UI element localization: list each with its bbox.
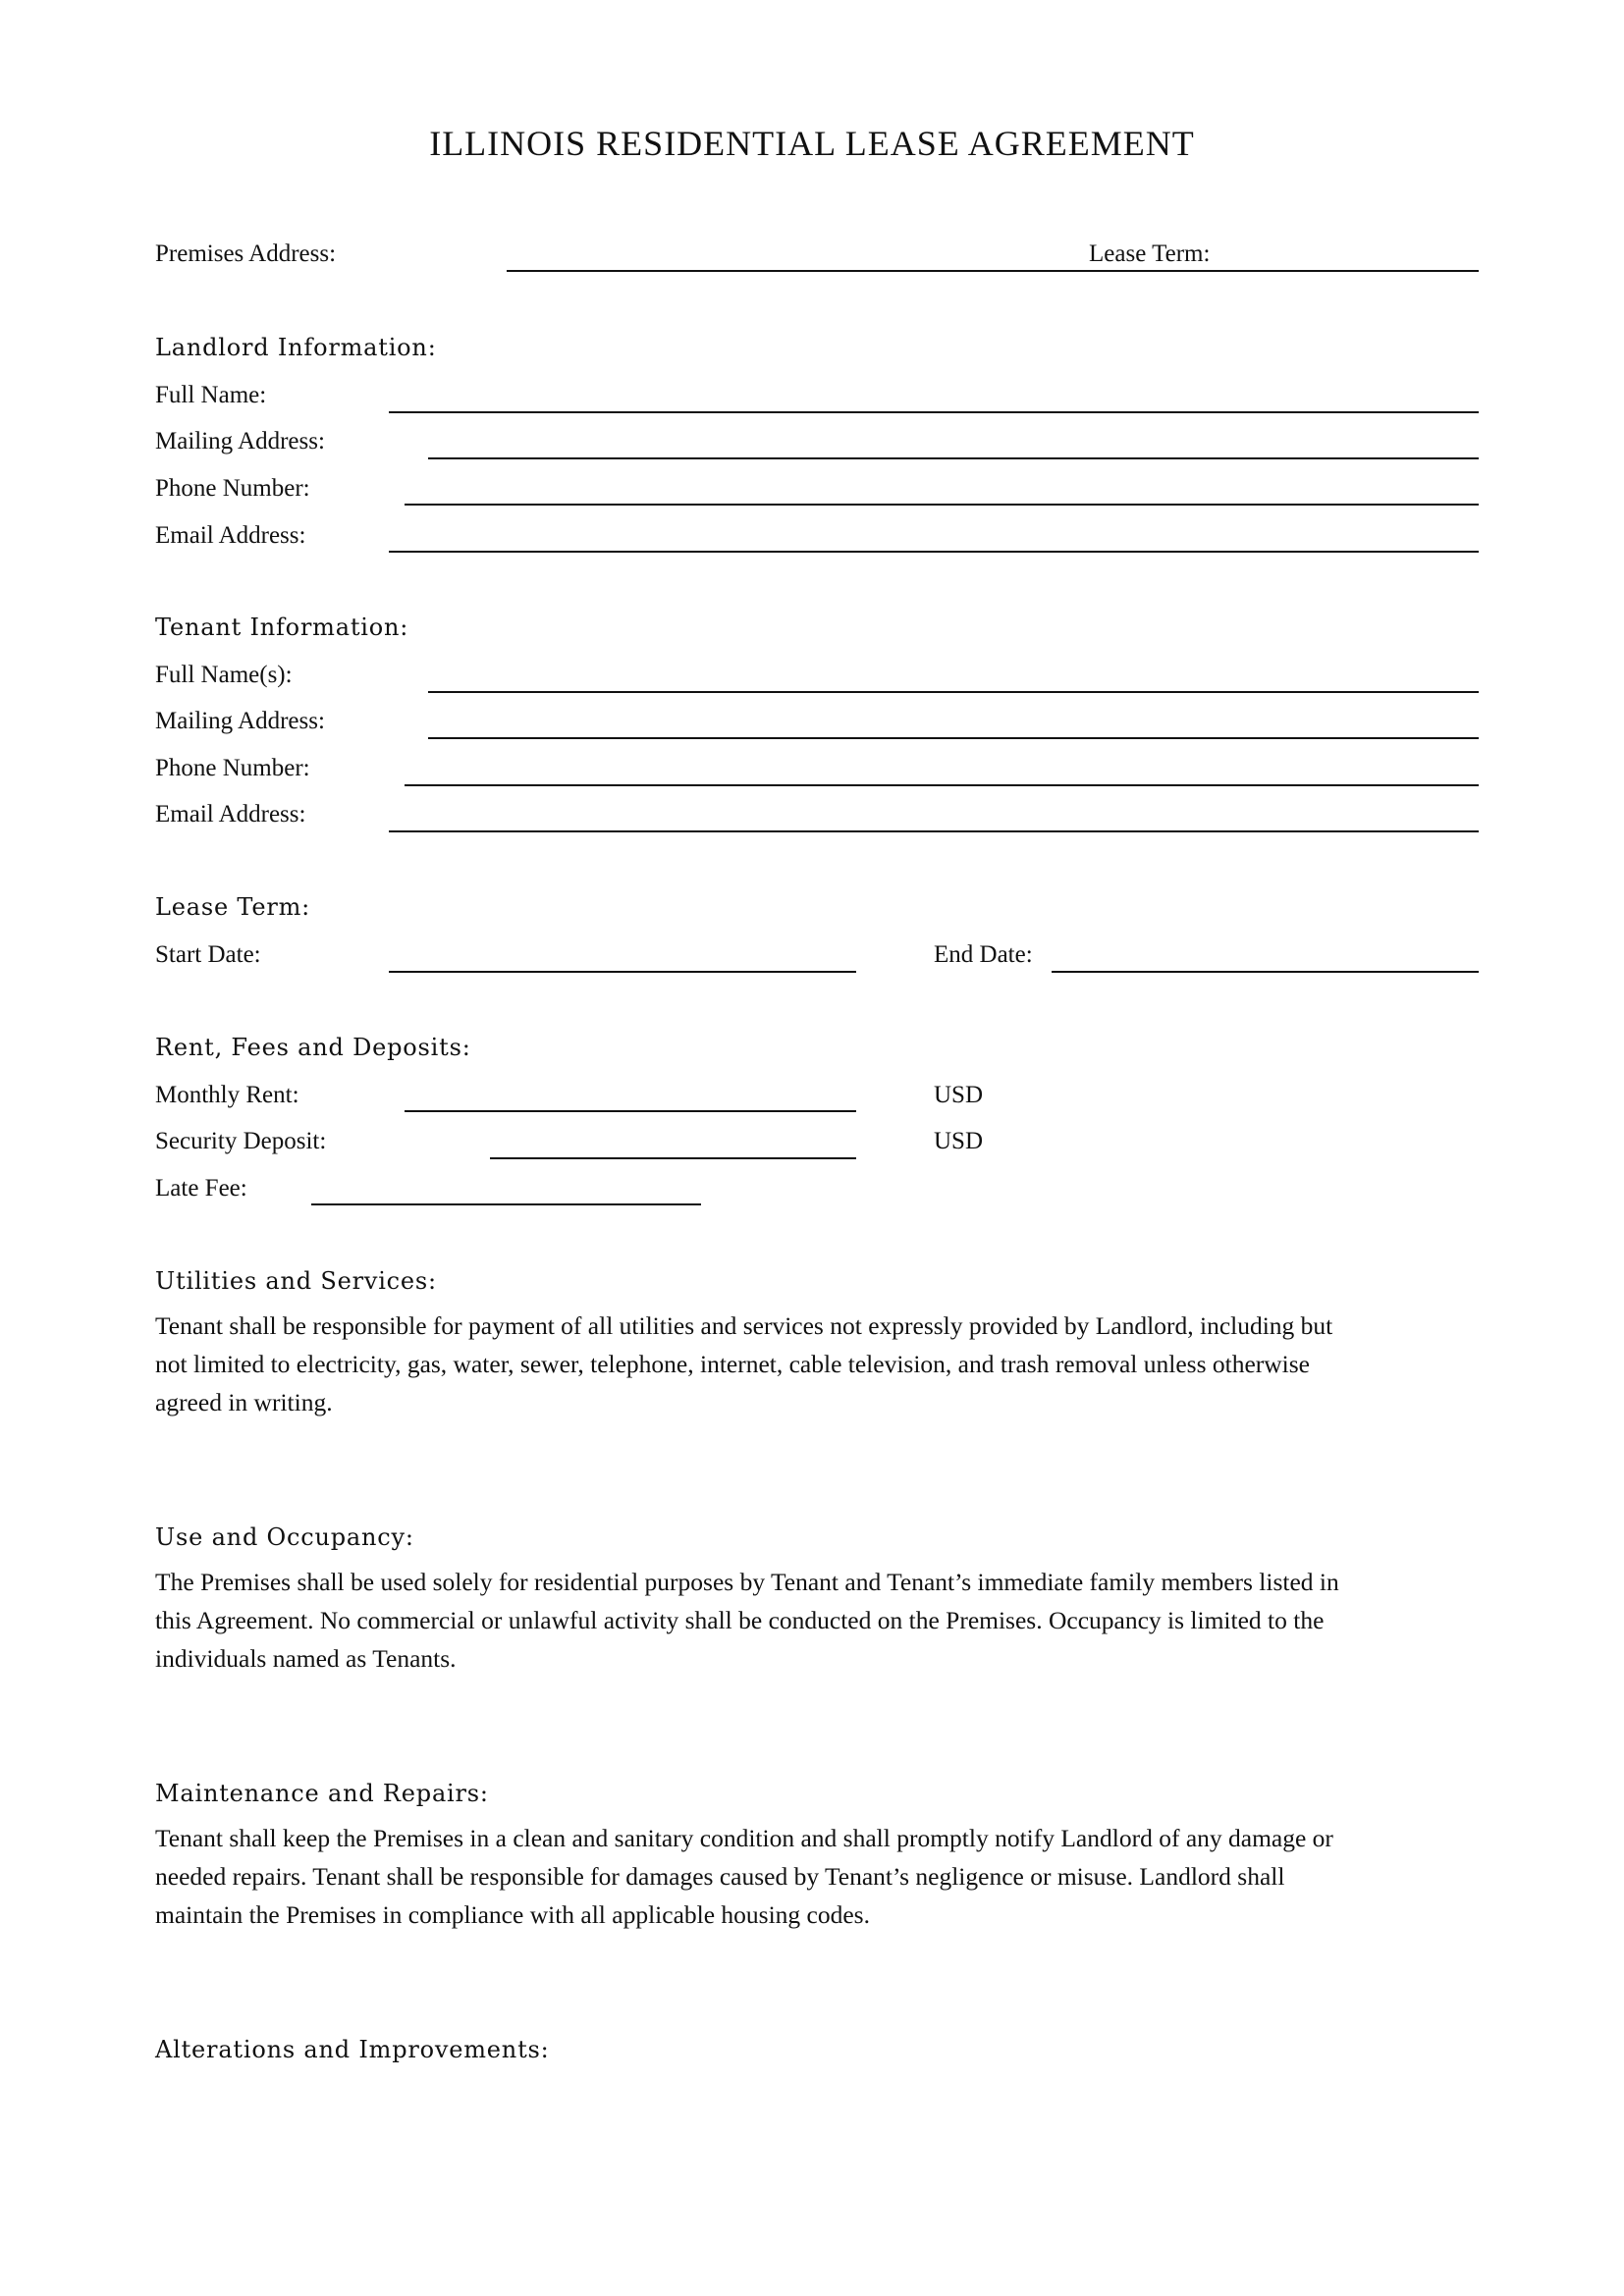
paragraph-line: individuals named as Tenants. [155, 1644, 457, 1673]
paragraph-line: agreed in writing. [155, 1388, 333, 1416]
paragraph-line: needed repairs. Tenant shall be responsible for damages caused by Tenant’s negligence or misuse. Landlord shall [155, 1862, 1285, 1891]
lease-term-label: Lease Term: [1089, 240, 1211, 267]
rent-section-heading: Rent, Fees and Deposits: [155, 1034, 471, 1061]
maintenance-paragraph [155, 1819, 1481, 1934]
utilities-paragraph [155, 1307, 1481, 1421]
paragraph-line: Tenant shall keep the Premises in a clean and sanitary condition and shall promptly notify Landlord of any damage or [155, 1824, 1333, 1852]
lease-term-section-heading: Lease Term: [155, 893, 311, 921]
paragraph-line: not limited to electricity, gas, water, sewer, telephone, internet, cable television, and trash removal unless otherwise [155, 1350, 1311, 1378]
late-fee-field[interactable] [311, 1203, 701, 1205]
paragraph-line: Tenant shall be responsible for payment of all utilities and services not expressly provided by Landlord, including but [155, 1311, 1333, 1340]
landlord-phone-label: Phone Number: [155, 475, 310, 502]
premises-address-label: Premises Address: [155, 240, 337, 267]
tenant-full-name-field[interactable] [428, 691, 1479, 693]
end-date-label: End Date: [934, 941, 1033, 968]
tenant-mailing-address-field[interactable] [428, 737, 1479, 739]
landlord-mailing-address-label: Mailing Address: [155, 428, 325, 454]
end-date-field[interactable] [1052, 971, 1479, 973]
landlord-full-name-field[interactable] [389, 411, 1479, 413]
tenant-full-name-label: Full Name(s): [155, 662, 293, 688]
landlord-mailing-address-field[interactable] [428, 457, 1479, 459]
document-title: ILLINOIS RESIDENTIAL LEASE AGREEMENT [429, 124, 1195, 163]
use-occupancy-paragraph [155, 1563, 1481, 1678]
landlord-email-label: Email Address: [155, 522, 306, 549]
alterations-section-heading: Alterations and Improvements: [155, 2036, 550, 2063]
start-date-label: Start Date: [155, 941, 261, 968]
maintenance-section-heading: Maintenance and Repairs: [155, 1780, 489, 1807]
paragraph-line: this Agreement. No commercial or unlawful activity shall be conducted on the Premises. Occupancy is limited to the [155, 1606, 1325, 1634]
security-deposit-label: Security Deposit: [155, 1128, 327, 1154]
landlord-full-name-label: Full Name: [155, 382, 267, 408]
tenant-section-heading: Tenant Information: [155, 614, 409, 641]
monthly-rent-label: Monthly Rent: [155, 1082, 299, 1108]
security-deposit-currency: USD [934, 1128, 984, 1154]
monthly-rent-field[interactable] [405, 1110, 856, 1112]
monthly-rent-currency: USD [934, 1082, 984, 1108]
landlord-section-heading: Landlord Information: [155, 334, 437, 361]
security-deposit-field[interactable] [490, 1157, 856, 1159]
start-date-field[interactable] [389, 971, 856, 973]
tenant-phone-label: Phone Number: [155, 755, 310, 781]
use-occupancy-section-heading: Use and Occupancy: [155, 1523, 414, 1551]
landlord-email-field[interactable] [389, 551, 1479, 553]
paragraph-line: The Premises shall be used solely for residential purposes by Tenant and Tenant’s immediate family members listed in [155, 1568, 1339, 1596]
tenant-mailing-address-label: Mailing Address: [155, 708, 325, 734]
tenant-email-label: Email Address: [155, 801, 306, 828]
premises-address-field[interactable] [507, 270, 1479, 272]
tenant-email-field[interactable] [389, 830, 1479, 832]
late-fee-label: Late Fee: [155, 1175, 247, 1201]
tenant-phone-field[interactable] [405, 784, 1479, 786]
utilities-section-heading: Utilities and Services: [155, 1267, 437, 1295]
landlord-phone-field[interactable] [405, 504, 1479, 506]
paragraph-line: maintain the Premises in compliance with all applicable housing codes. [155, 1900, 870, 1929]
